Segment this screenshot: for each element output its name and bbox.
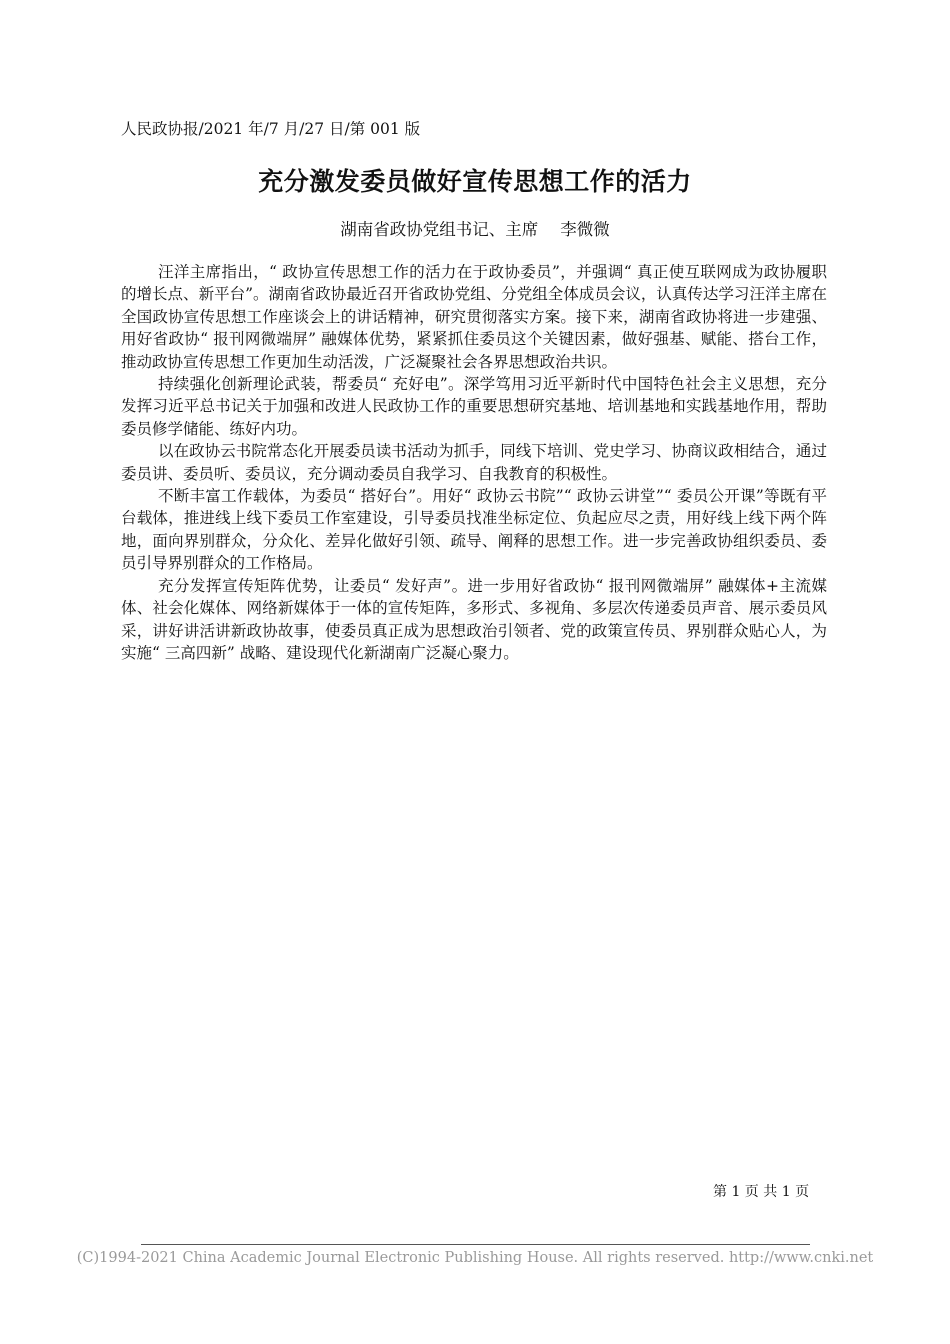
- source-line: 人民政协报/2021 年/7 月/27 日/第 001 版: [121, 120, 421, 138]
- article-body: [121, 261, 827, 664]
- byline: [0, 216, 950, 240]
- author-position: 湖南省政协党组书记、主席: [340, 220, 539, 239]
- paragraph: 以在政协云书院常态化开展委员读书活动为抓手，同线下培训、党史学习、协商议政相结合，通过委员讲、委员听、委员议，充分调动委员自我学习、自我教育的积极性。: [121, 442, 827, 483]
- author-name: 李微微: [560, 220, 610, 239]
- paragraph: 汪洋主席指出，“ 政协宣传思想工作的活力在于政协委员”，并强调“ 真正使互联网成为政协履职的增长点、新平台”。湖南省政协最近召开省政协党组、分党组全体成员会议，认真传达学习汪洋主席在全国政协宣传思想工作座谈会上的讲话精神，研究贯彻落实方案。接下来，湖南省政协将进一步建强、用好省政协“ 报刊网微端屏” 融媒体优势，紧紧抓住委员这个关键因素，做好强基、赋能、搭台工作，推动政协宣传思想工作更加生动活泼，广泛凝聚社会各界思想政治共识。: [121, 263, 827, 371]
- paragraph: 充分发挥宣传矩阵优势，让委员“ 发好声”。进一步用好省政协“ 报刊网微端屏” 融媒体+主流媒体、社会化媒体、网络新媒体于一体的宣传矩阵，多形式、多视角、多层次传递委员声音、展示委员风采，讲好讲活讲新政协故事，使委员真正成为思想政治引领者、党的政策宣传员、界别群众贴心人，为实施“ 三高四新” 战略、建设现代化新湖南广泛凝心聚力。: [121, 576, 827, 662]
- footer-divider: [141, 1244, 810, 1245]
- article-title: 充分激发委员做好宣传思想工作的活力: [258, 167, 692, 196]
- page-number: 第 1 页 共 1 页: [713, 1184, 810, 1200]
- paragraph: 不断丰富工作载体，为委员“ 搭好台”。用好“ 政协云书院”“ 政协云讲堂”“ 委员公开课”等既有平台载体，推进线上线下委员工作室建设，引导委员找准坐标定位、负起应尽之责，用好线上线下两个阵地，面向界别群众，分众化、差异化做好引领、疏导、阐释的思想工作。进一步完善政协组织委员、委员引导界别群众的工作格局。: [121, 487, 827, 573]
- paragraph: 持续强化创新理论武装，帮委员“ 充好电”。深学笃用习近平新时代中国特色社会主义思想，充分发挥习近平总书记关于加强和改进人民政协工作的重要思想研究基地、培训基地和实践基地作用，帮助委员修学储能、练好内功。: [121, 375, 827, 438]
- copyright-footer: (C)1994-2021 China Academic Journal Electronic Publishing House. All rights reserved. http://www.cnki.net: [76, 1250, 874, 1266]
